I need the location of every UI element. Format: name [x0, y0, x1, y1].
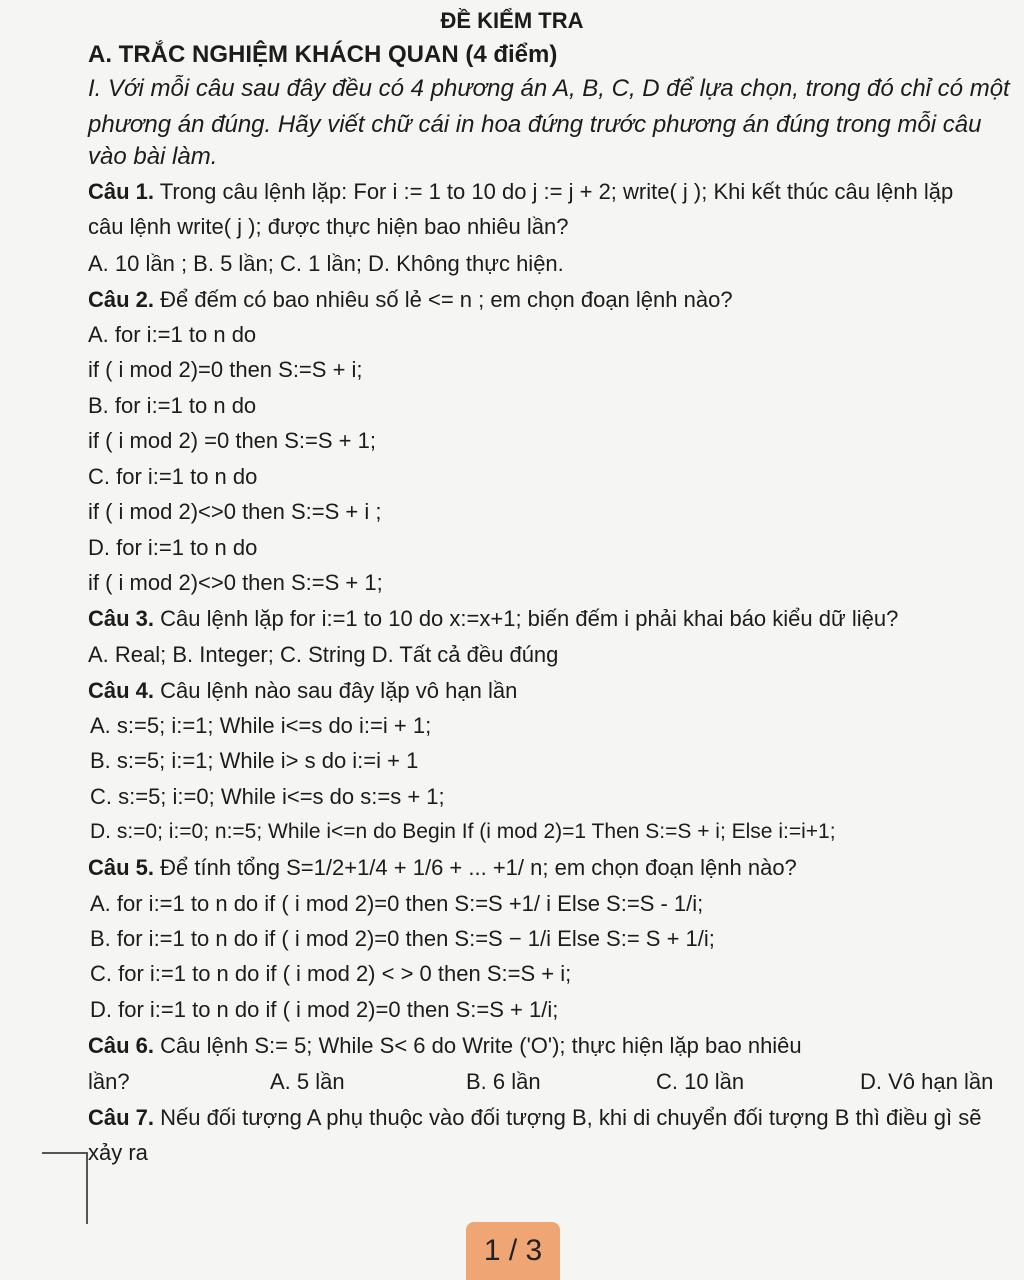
q2-code-line: A. for i:=1 to n do: [88, 322, 257, 347]
q2-label: Câu 2.: [88, 287, 155, 312]
q1-line-1: [88, 177, 953, 207]
q2-code-line: if ( i mod 2)<>0 then S:=S + 1;: [88, 570, 383, 595]
q2-code-line: if ( i mod 2)=0 then S:=S + i;: [88, 357, 363, 382]
q7-line-2: xảy ra: [88, 1140, 148, 1165]
q6-option-d: D. Vô hạn lần: [860, 1069, 994, 1094]
q6-option-c: C. 10 lần: [656, 1069, 745, 1094]
q3-label: Câu 3.: [88, 606, 155, 631]
q4-line: [88, 676, 517, 706]
q4-option: D. s:=0; i:=0; n:=5; While i<=n do Begin If (i mod 2)=1 Then S:=S + i; Else i:=i+1;: [90, 820, 836, 843]
section-a-heading: [88, 40, 557, 70]
q7-line: [88, 1103, 1024, 1133]
q2-code-line: B. for i:=1 to n do: [88, 393, 257, 418]
q5-option: D. for i:=1 to n do if ( i mod 2)=0 then S:=S + 1/i;: [90, 997, 559, 1022]
q4-option: B. s:=5; i:=1; While i> s do i:=i + 1: [90, 748, 419, 773]
q5-option: C. for i:=1 to n do if ( i mod 2) < > 0 then S:=S + i;: [90, 961, 572, 986]
q4-text: Câu lệnh nào sau đây lặp vô hạn lần: [154, 678, 518, 703]
q2-text: Để đếm có bao nhiêu số lẻ <= n ; em chọn đoạn lệnh nào?: [154, 287, 733, 312]
q6-text: Câu lệnh S:= 5; While S< 6 do Write ('O'); thực hiện lặp bao nhiêu: [154, 1033, 802, 1058]
q1-label: Câu 1.: [88, 179, 155, 204]
q5-line: [88, 853, 797, 883]
page-indicator: 1 / 3: [466, 1222, 560, 1280]
q1-text-1: Trong câu lệnh lặp: For i := 1 to 10 do j := j + 2; write( j ); Khi kết thúc câu lệnh lặp: [154, 179, 954, 204]
q6-lan: lần?: [88, 1069, 130, 1094]
q4-option: A. s:=5; i:=1; While i<=s do i:=i + 1;: [90, 713, 432, 738]
q7-text-1: Nếu đối tượng A phụ thuộc vào đối tượng B, khi di chuyển đối tượng B thì điều gì sẽ: [154, 1105, 982, 1130]
q5-label: Câu 5.: [88, 855, 155, 880]
instruction-line-2: phương án đúng. Hãy viết chữ cái in hoa đứng trước phương án đúng trong mỗi câu: [88, 111, 982, 138]
q2-code-line: if ( i mod 2)<>0 then S:=S + i ;: [88, 499, 382, 524]
q2-code-line: if ( i mod 2) =0 then S:=S + 1;: [88, 428, 376, 453]
instruction-line-3: vào bài làm.: [88, 143, 218, 170]
q4-option: C. s:=5; i:=0; While i<=s do s:=s + 1;: [90, 784, 445, 809]
exam-title: ĐỀ KIỂM TRA: [440, 8, 584, 33]
instruction-line-1: I. Với mỗi câu sau đây đều có 4 phương án A, B, C, D để lựa chọn, trong đó chỉ có một: [88, 75, 1010, 102]
q4-label: Câu 4.: [88, 678, 155, 703]
q5-option: B. for i:=1 to n do if ( i mod 2)=0 then S:=S − 1/i Else S:= S + 1/i;: [90, 926, 715, 951]
q5-option: A. for i:=1 to n do if ( i mod 2)=0 then S:=S +1/ i Else S:=S - 1/i;: [90, 891, 704, 916]
q2-line: [88, 285, 733, 315]
q5-text: Để tính tổng S=1/2+1/4 + 1/6 + ... +1/ n; em chọn đoạn lệnh nào?: [154, 855, 797, 880]
q6-label: Câu 6.: [88, 1033, 155, 1058]
q3-line: [88, 604, 898, 634]
q1-options: A. 10 lần ; B. 5 lần; C. 1 lần; D. Không thực hiện.: [88, 251, 564, 276]
section-a-text: A. TRẮC NGHIỆM KHÁCH QUAN (4 điểm): [88, 41, 558, 68]
q3-text: Câu lệnh lặp for i:=1 to 10 do x:=x+1; biến đếm i phải khai báo kiểu dữ liệu?: [154, 606, 899, 631]
q3-options: A. Real; B. Integer; C. String D. Tất cả đều đúng: [88, 642, 559, 667]
q6-option-a: A. 5 lần: [270, 1069, 345, 1094]
q7-label: Câu 7.: [88, 1105, 155, 1130]
q2-code-line: D. for i:=1 to n do: [88, 535, 258, 560]
page-corner-mark: [42, 1152, 88, 1224]
q6-option-b: B. 6 lần: [466, 1069, 541, 1094]
q2-code-line: C. for i:=1 to n do: [88, 464, 258, 489]
q6-line: [88, 1031, 802, 1061]
q1-line-2: câu lệnh write( j ); được thực hiện bao nhiêu lần?: [88, 214, 569, 239]
